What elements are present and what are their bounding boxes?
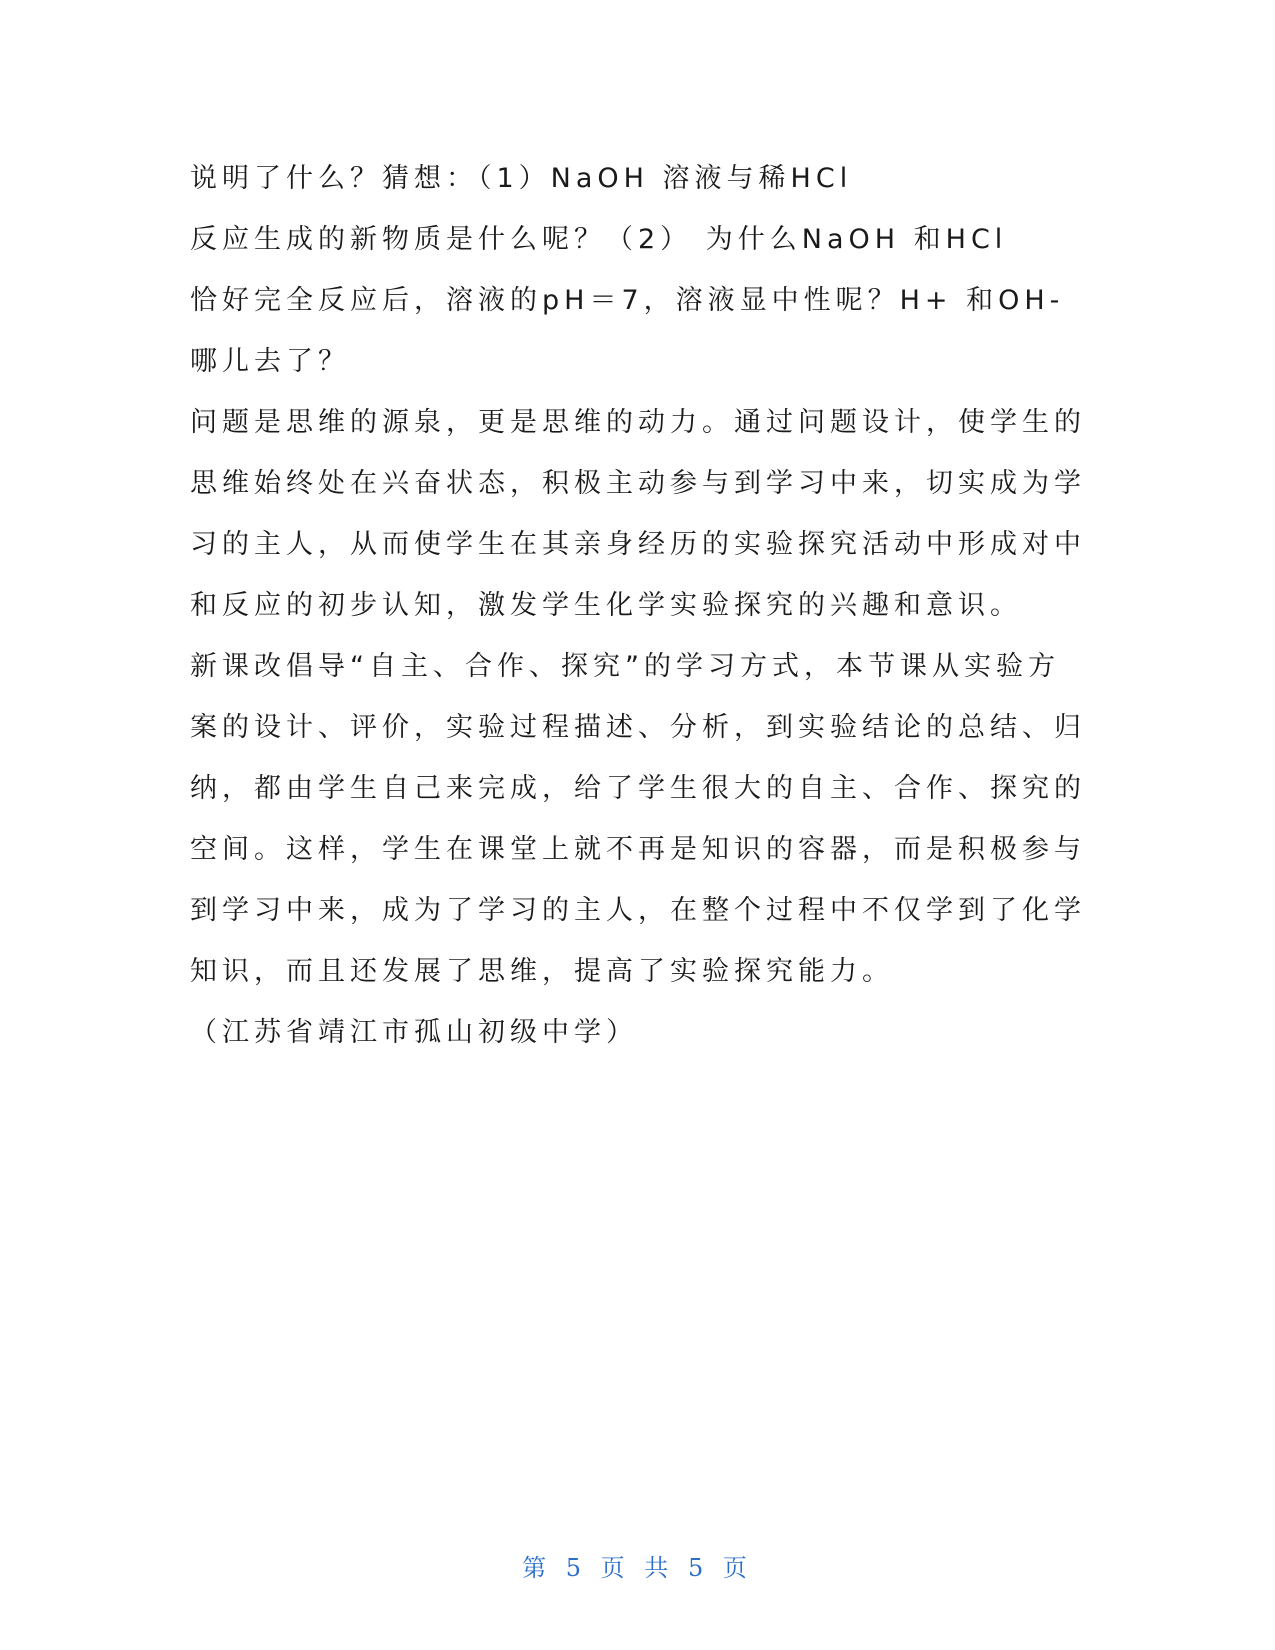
- text-line: 哪儿去了？: [190, 346, 350, 377]
- document-body: [190, 148, 1090, 1063]
- text-line: 说明了什么？猜想：（1）NaOH 溶液与稀HCl: [190, 163, 853, 194]
- text-line: 问题是思维的源泉，更是思维的动力。通过问题设计，使学生的: [190, 407, 1086, 438]
- text-line: 到学习中来，成为了学习的主人，在整个过程中不仅学到了化学: [190, 895, 1086, 926]
- text-line: 纳，都由学生自己来完成，给了学生很大的自主、合作、探究的: [190, 773, 1086, 804]
- text-line: 知识，而且还发展了思维，提高了实验探究能力。: [190, 956, 894, 987]
- text-line: 案的设计、评价，实验过程描述、分析，到实验结论的总结、归: [190, 712, 1086, 743]
- text-line: 反应生成的新物质是什么呢？（2） 为什么NaOH 和HCl: [190, 224, 1008, 255]
- page-number-footer: 第 5 页 共 5 页: [522, 1554, 753, 1582]
- text-line: 习的主人，从而使学生在其亲身经历的实验探究活动中形成对中: [190, 529, 1086, 560]
- text-line: 思维始终处在兴奋状态，积极主动参与到学习中来，切实成为学: [190, 468, 1086, 499]
- text-line: 和反应的初步认知，激发学生化学实验探究的兴趣和意识。: [190, 590, 1022, 621]
- text-line: 空间。这样，学生在课堂上就不再是知识的容器，而是积极参与: [190, 834, 1086, 865]
- text-line: （江苏省靖江市孤山初级中学）: [190, 1017, 638, 1048]
- text-line: 新课改倡导“自主、合作、探究”的学习方式，本节课从实验方: [190, 651, 1060, 682]
- text-line: 恰好完全反应后，溶液的pH＝7，溶液显中性呢？H+ 和OH-: [190, 285, 1065, 316]
